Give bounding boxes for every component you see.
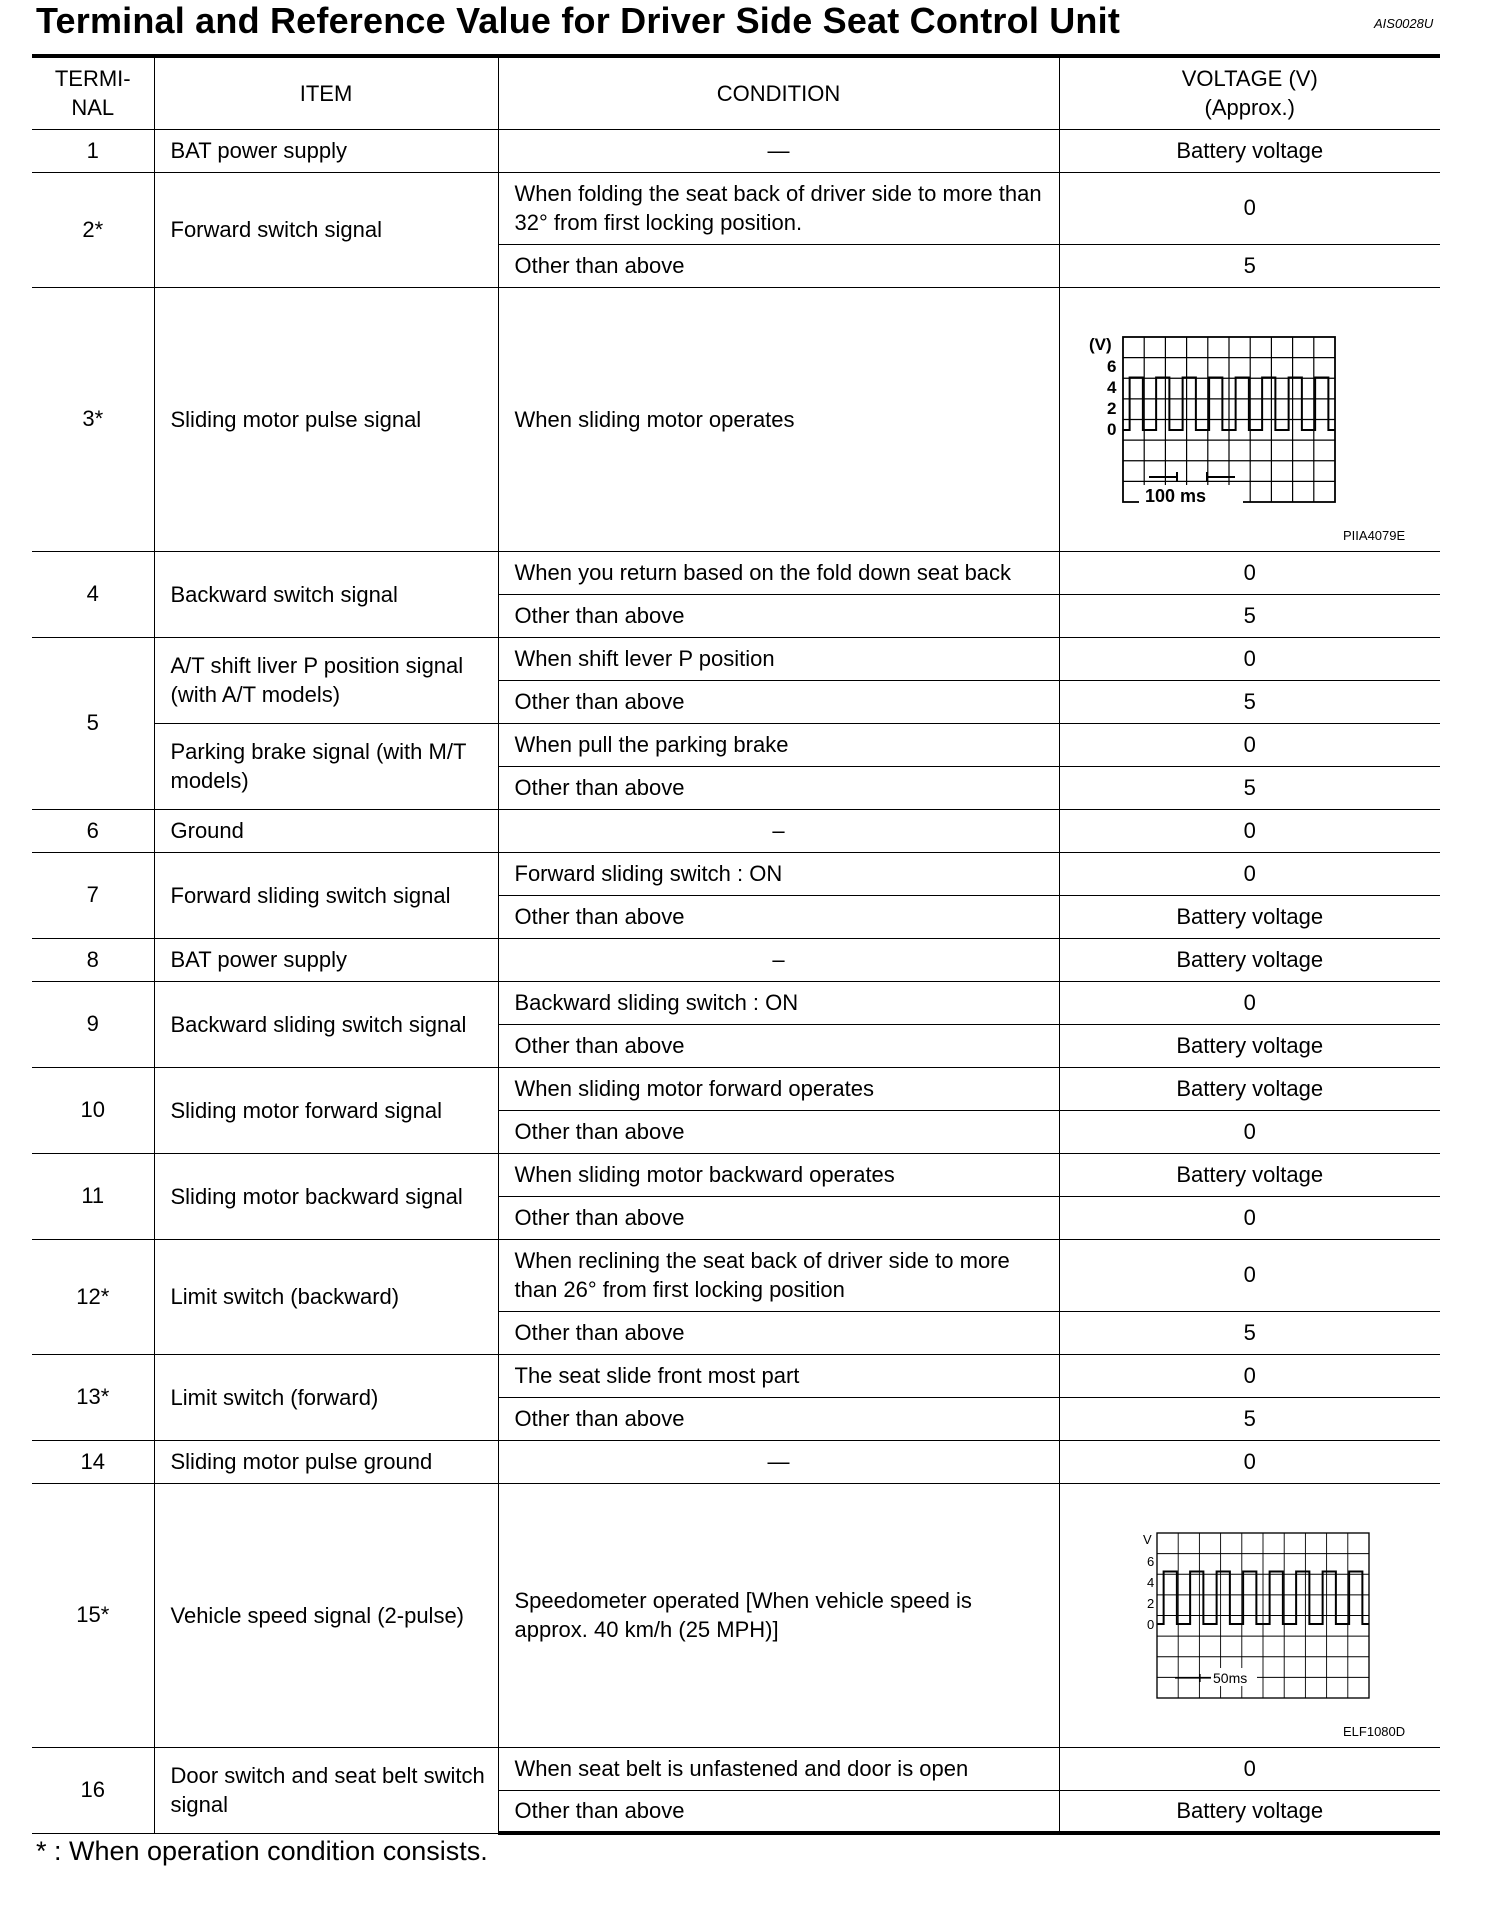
voltage-cell: Battery voltage (1059, 1024, 1440, 1067)
condition-cell: The seat slide front most part (498, 1354, 1059, 1397)
terminal-cell: 13* (32, 1354, 154, 1440)
voltage-cell: Battery voltage (1059, 1790, 1440, 1833)
condition-cell: — (498, 129, 1059, 172)
item-cell: Sliding motor pulse signal (154, 287, 498, 551)
table-row (32, 1067, 1440, 1110)
waveform-tick-label: 0 (1146, 1616, 1154, 1632)
condition-cell: – (498, 938, 1059, 981)
voltage-cell: 0 (1059, 172, 1440, 244)
voltage-cell: 0 (1059, 1354, 1440, 1397)
condition-cell: Other than above (498, 1110, 1059, 1153)
condition-cell: Forward sliding switch : ON (498, 852, 1059, 895)
table-row (32, 981, 1440, 1024)
voltage-cell: 0 (1059, 809, 1440, 852)
item-cell: Limit switch (backward) (154, 1239, 498, 1354)
voltage-cell: 0 (1059, 852, 1440, 895)
item-cell: Sliding motor forward signal (154, 1067, 498, 1153)
waveform-tick-label: 2 (1106, 398, 1117, 418)
voltage-cell: Battery voltage (1059, 1067, 1440, 1110)
time-scale-marker (1149, 472, 1235, 482)
header-voltage (1059, 56, 1440, 129)
table-row (32, 1354, 1440, 1397)
table-row (32, 287, 1440, 551)
condition-cell: Speedometer operated [When vehicle speed is approx. 40 km/h (25 MPH)] (498, 1483, 1059, 1747)
condition-cell: Other than above (498, 895, 1059, 938)
voltage-cell: 5 (1059, 594, 1440, 637)
item-cell: BAT power supply (154, 129, 498, 172)
condition-cell: When sliding motor backward operates (498, 1153, 1059, 1196)
voltage-cell: 0 (1059, 1440, 1440, 1483)
item-cell: Forward sliding switch signal (154, 852, 498, 938)
doc-code: AIS0028U (1374, 16, 1434, 31)
condition-cell: Other than above (498, 680, 1059, 723)
waveform-cell (1059, 1483, 1440, 1747)
pulse-waveform-figure (1065, 292, 1435, 547)
item-cell: Backward switch signal (154, 551, 498, 637)
condition-cell: Other than above (498, 244, 1059, 287)
table-row (32, 551, 1440, 594)
footnote: * : When operation condition consists. (36, 1836, 488, 1866)
item-cell: Backward sliding switch signal (154, 981, 498, 1067)
table-row (32, 852, 1440, 895)
voltage-cell: 0 (1059, 1110, 1440, 1153)
voltage-cell: Battery voltage (1059, 938, 1440, 981)
voltage-cell: 0 (1059, 981, 1440, 1024)
terminal-cell: 8 (32, 938, 154, 981)
table-row (32, 1153, 1440, 1196)
terminal-cell: 5 (32, 637, 154, 809)
table-row (32, 637, 1440, 680)
terminal-cell: 12* (32, 1239, 154, 1354)
condition-cell: Other than above (498, 1311, 1059, 1354)
terminal-cell: 9 (32, 981, 154, 1067)
item-cell: Forward switch signal (154, 172, 498, 287)
terminal-cell: 10 (32, 1067, 154, 1153)
terminal-table (32, 54, 1440, 1835)
voltage-cell: 5 (1059, 244, 1440, 287)
header-voltage-line1: VOLTAGE (V) (1181, 66, 1318, 92)
condition-cell: When you return based on the fold down seat back (498, 551, 1059, 594)
item-cell: BAT power supply (154, 938, 498, 981)
item-cell: Ground (154, 809, 498, 852)
condition-cell: Other than above (498, 766, 1059, 809)
condition-cell: Other than above (498, 1790, 1059, 1833)
terminal-cell: 4 (32, 551, 154, 637)
condition-cell: Other than above (498, 1196, 1059, 1239)
item-cell: Sliding motor backward signal (154, 1153, 498, 1239)
condition-cell: Other than above (498, 1024, 1059, 1067)
voltage-cell: 0 (1059, 637, 1440, 680)
item-cell: Parking brake signal (with M/T models) (154, 723, 498, 809)
table-row (32, 809, 1440, 852)
terminal-cell: 3* (32, 287, 154, 551)
waveform-tick-label: 4 (1106, 377, 1117, 397)
condition-cell: When sliding motor operates (498, 287, 1059, 551)
terminal-cell: 11 (32, 1153, 154, 1239)
terminal-cell: 6 (32, 809, 154, 852)
item-cell: Limit switch (forward) (154, 1354, 498, 1440)
terminal-cell: 14 (32, 1440, 154, 1483)
voltage-cell: 0 (1059, 1196, 1440, 1239)
waveform-tick-label: 0 (1106, 419, 1117, 439)
waveform-time-label: 100 ms (1144, 485, 1206, 506)
table-row (32, 1483, 1440, 1747)
condition-cell: When reclining the seat back of driver side to more than 26° from first locking position (498, 1239, 1059, 1311)
item-cell: Sliding motor pulse ground (154, 1440, 498, 1483)
item-cell: Door switch and seat belt switch signal (154, 1747, 498, 1833)
waveform-unit-label: V (1142, 1531, 1152, 1547)
condition-cell: – (498, 809, 1059, 852)
header-terminal-line1: TERMI- (54, 66, 131, 92)
waveform-cell (1059, 287, 1440, 551)
terminal-cell: 7 (32, 852, 154, 938)
table-row (32, 1239, 1440, 1311)
item-cell: Vehicle speed signal (2-pulse) (154, 1483, 498, 1747)
waveform-tick-label: 4 (1146, 1574, 1154, 1590)
voltage-cell: 0 (1059, 1239, 1440, 1311)
condition-cell: When folding the seat back of driver side to more than 32° from first locking position. (498, 172, 1059, 244)
table-row (32, 129, 1440, 172)
header-condition: CONDITION (498, 56, 1059, 129)
voltage-cell: Battery voltage (1059, 129, 1440, 172)
time-scale-marker (1175, 1674, 1211, 1682)
waveform-grid (1157, 1533, 1369, 1698)
condition-cell: Backward sliding switch : ON (498, 981, 1059, 1024)
terminal-cell: 16 (32, 1747, 154, 1833)
voltage-cell: 5 (1059, 680, 1440, 723)
condition-cell: Other than above (498, 1397, 1059, 1440)
table-row (32, 723, 1440, 766)
table-row (32, 938, 1440, 981)
condition-cell: When sliding motor forward operates (498, 1067, 1059, 1110)
item-cell: A/T shift liver P position signal (with A/T models) (154, 637, 498, 723)
waveform-tick-label: 6 (1106, 356, 1117, 376)
header-voltage-line2: (Approx.) (1204, 95, 1295, 121)
condition-cell: Other than above (498, 594, 1059, 637)
waveform-tick-label: 2 (1146, 1595, 1154, 1611)
header-row (32, 56, 1440, 129)
header-terminal-line2: NAL (71, 95, 115, 121)
voltage-cell: 5 (1059, 1311, 1440, 1354)
voltage-cell: 5 (1059, 766, 1440, 809)
voltage-cell: Battery voltage (1059, 895, 1440, 938)
table-row (32, 1747, 1440, 1790)
waveform-tick-label: 6 (1146, 1553, 1154, 1569)
terminal-cell: 2* (32, 172, 154, 287)
voltage-cell: 0 (1059, 551, 1440, 594)
condition-cell: When shift lever P position (498, 637, 1059, 680)
table-row (32, 172, 1440, 244)
header-item: ITEM (154, 56, 498, 129)
header-terminal (32, 56, 154, 129)
figure-code: ELF1080D (1342, 1723, 1405, 1739)
condition-cell: — (498, 1440, 1059, 1483)
figure-code: PIIA4079E (1342, 527, 1405, 543)
waveform-time-label: 50ms (1212, 1669, 1247, 1686)
voltage-cell: 0 (1059, 1747, 1440, 1790)
voltage-cell: 0 (1059, 723, 1440, 766)
terminal-cell: 15* (32, 1483, 154, 1747)
voltage-cell: Battery voltage (1059, 1153, 1440, 1196)
voltage-cell: 5 (1059, 1397, 1440, 1440)
table-row (32, 1440, 1440, 1483)
waveform-unit-label: (V) (1088, 334, 1112, 354)
terminal-cell: 1 (32, 129, 154, 172)
condition-cell: When pull the parking brake (498, 723, 1059, 766)
condition-cell: When seat belt is unfastened and door is open (498, 1747, 1059, 1790)
page-title: Terminal and Reference Value for Driver Side Seat Control Unit (36, 0, 1121, 41)
speed-waveform-figure (1065, 1488, 1435, 1743)
